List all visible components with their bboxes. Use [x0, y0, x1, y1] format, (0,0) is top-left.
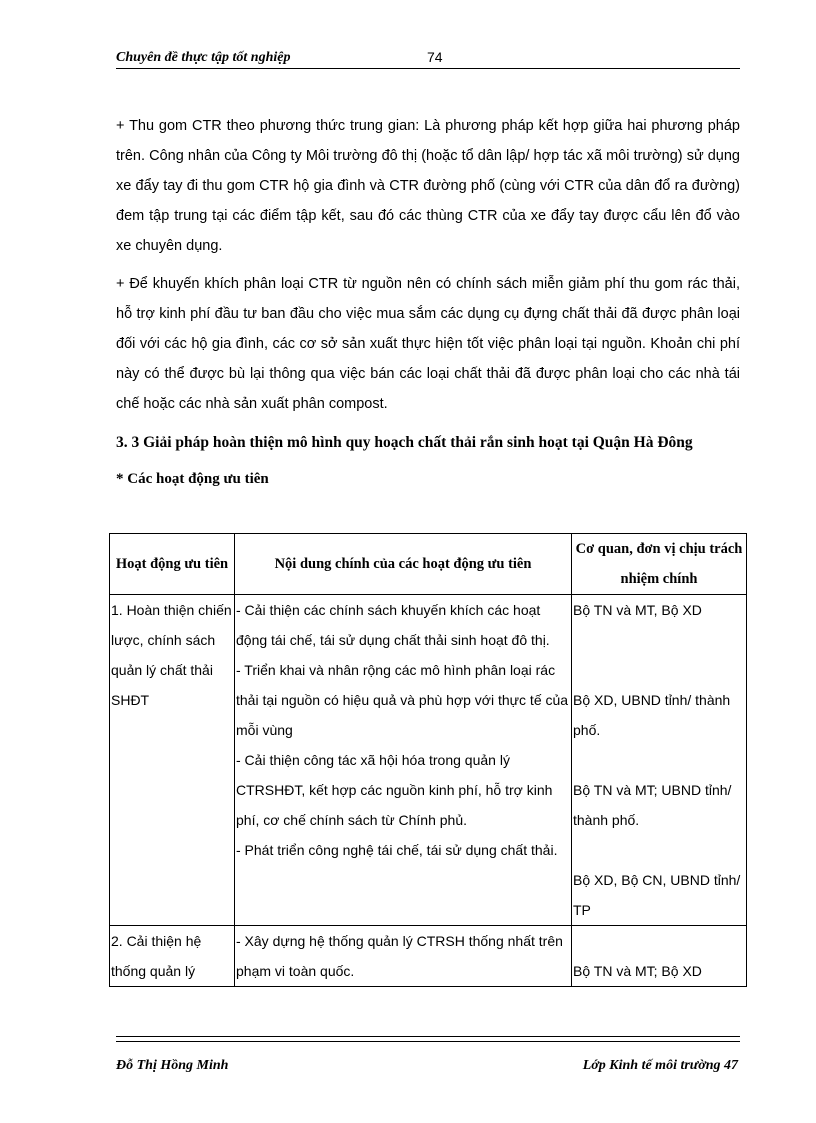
table-row	[110, 926, 747, 987]
column-header: Nội dung chính của các hoạt động ưu tiên	[235, 534, 572, 595]
footer-author: Đỗ Thị Hồng Minh	[116, 1058, 229, 1073]
column-header: Cơ quan, đơn vị chịu trách nhiệm chính	[572, 534, 747, 595]
activity-cell	[110, 595, 235, 926]
paragraph: + Thu gom CTR theo phương thức trung gian: Là phương pháp kết hợp giữa hai phương pháp trên. Công nhân của Công ty Môi trường đô thị (hoặc tổ dân lập/ hợp tác xã môi trường) sử dụng xe đẩy tay đi thu gom CTR hộ gia đình và CTR đường phố (cùng với CTR của dân đổ ra đường) đem tập trung tại các điểm tập kết, sau đó các thùng CTR của xe đẩy tay được cẩu lên đổ vào xe chuyên dụng.	[116, 118, 740, 254]
content-item: - Cải thiện công tác xã hội hóa trong quản lý CTRSHĐT, kết hợp các nguồn kinh phí, hỗ trợ kinh phí, cơ chế chính sách từ Chính phủ.	[236, 752, 553, 828]
activity-text: 1. Hoàn thiện chiến lược, chính sách quản lý chất thải SHĐT	[111, 602, 232, 708]
agency-cell	[572, 926, 747, 987]
footer-class: Lớp Kinh tế môi trường 47	[582, 1058, 738, 1073]
main-content	[116, 111, 740, 496]
section-heading: 3. 3 Giải pháp hoàn thiện mô hình quy hoạch chất thải rắn sinh hoạt tại Quận Hà Đông	[116, 434, 693, 451]
footer-rule	[116, 1036, 740, 1042]
agency-item: Bộ TN và MT, Bộ XD	[573, 602, 702, 618]
agency-item: Bộ TN và MT; UBND tỉnh/ thành phố.	[573, 782, 732, 828]
content-item: - Triển khai và nhân rộng các mô hình phân loại rác thải tại nguồn có hiệu quả và phù hợp với thực tế của mỗi vùng	[236, 662, 569, 738]
agency-cell	[572, 595, 747, 926]
priority-activities-table	[109, 533, 747, 987]
subheading: * Các hoạt động ưu tiên	[116, 471, 269, 487]
table-header-row	[110, 534, 747, 595]
agency-item: Bộ TN và MT; Bộ XD	[573, 963, 702, 979]
agency-item: Bộ XD, UBND tỉnh/ thành phố.	[573, 692, 731, 738]
page-number: 74	[427, 49, 443, 65]
content-item: - Cải thiện các chính sách khuyến khích các hoạt động tái chế, tái sử dụng chất thải sinh hoạt đô thị.	[236, 602, 550, 648]
content-cell	[235, 926, 572, 987]
activity-cell	[110, 926, 235, 987]
agency-item: Bộ XD, Bộ CN, UBND tỉnh/ TP	[573, 872, 741, 918]
page-header	[116, 48, 740, 69]
content-item: - Phát triển công nghệ tái chế, tái sử dụng chất thải.	[236, 842, 558, 858]
column-header: Hoạt động ưu tiên	[110, 534, 235, 595]
table-row	[110, 595, 747, 926]
content-cell	[235, 595, 572, 926]
paragraph: + Để khuyến khích phân loại CTR từ nguồn nên có chính sách miễn giảm phí thu gom rác thải, hỗ trợ kinh phí đầu tư ban đầu cho việc mua sắm các dụng cụ đựng chất thải đã được phân loại đối với các hộ gia đình, các cơ sở sản xuất thực hiện tốt việc phân loại tại nguồn. Khoản chi phí này có thể được bù lại thông qua việc bán các loại chất thải đã được phân loại cho các nhà tái chế hoặc các nhà sản xuất phân compost.	[116, 276, 740, 412]
activity-text: 2. Cải thiện hệ thống quản lý	[111, 933, 202, 979]
content-item: - Xây dựng hệ thống quản lý CTRSH thống nhất trên phạm vi toàn quốc.	[236, 933, 563, 979]
header-title: Chuyên đề thực tập tốt nghiệp	[116, 50, 291, 65]
